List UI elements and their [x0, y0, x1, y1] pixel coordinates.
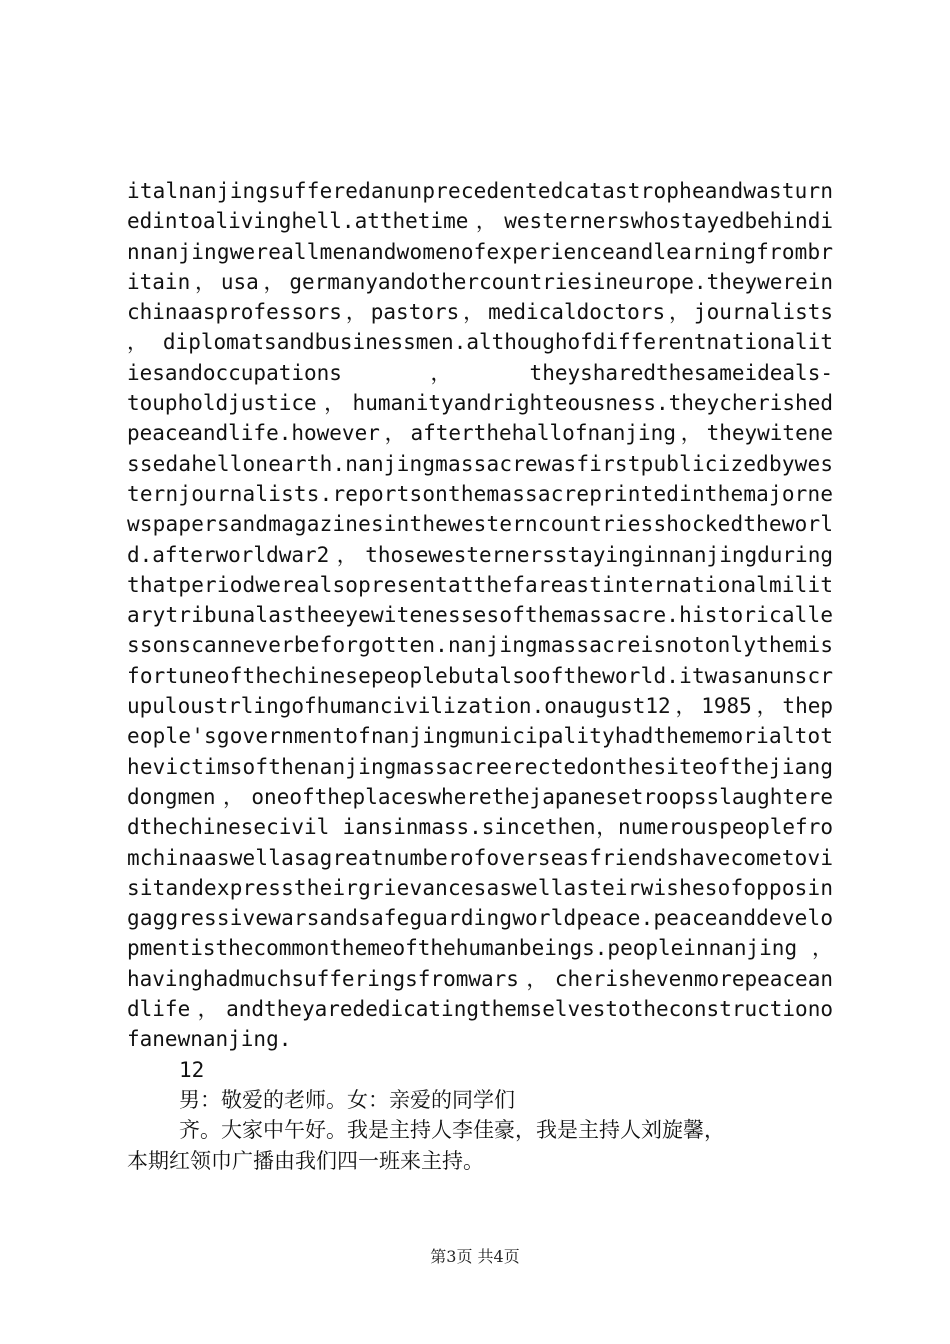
text-line: mchinaaswellasagreatnumberofoverseasfriendshavecometovi: [127, 845, 833, 870]
text-line: nnanjingwereallmenandwomenofexperienceandlearningfrombr: [127, 239, 833, 264]
text-line: wspapersandmagazinesinthewesterncountriesshockedtheworl: [127, 512, 833, 537]
text-line: pmentisthecommonthemeofthehumanbeings.peopleinnanjing，: [127, 936, 833, 961]
text-line: upuloustrlingofhumancivilization.onaugust12，1985，thep: [127, 694, 833, 719]
section-number: 12: [179, 1057, 205, 1082]
text-line: ternjournalists.reportsonthemassacreprintedinthemajorne: [127, 481, 833, 506]
text-line: dthechinesecivil iansinmass.sincethen，numerouspeoplefro: [127, 815, 833, 840]
text-line: ssonscanneverbeforgotten.nanjingmassacreisnotonlythemis: [127, 633, 833, 658]
text-line: itain，usa，germanyandothercountriesineurope.theywerein: [127, 269, 833, 294]
text-line: sitandexpresstheirgrievancesaswellasteirwishesofopposin: [127, 875, 833, 900]
text-line: havinghadmuchsufferingsfromwars，cherishevenmorepeacean: [127, 966, 833, 991]
text-line: arytribunalastheeyewitenessesofthemassacre.historicalle: [127, 603, 833, 628]
document-body: [127, 176, 833, 1176]
text-line: gaggressivewarsandsafeguardingworldpeace.peaceanddevelo: [127, 906, 833, 931]
text-line: dlife，andtheyarededicatingthemselvestotheconstructiono: [127, 997, 833, 1022]
text-line: fanewnanjing.: [127, 1027, 292, 1052]
intro-line-1: 齐。大家中午好。我是主持人李佳豪，我是主持人刘旋馨，: [179, 1118, 725, 1143]
text-line: iesandoccupations ， theysharedthesameideals-: [127, 360, 833, 385]
text-line: ，diplomatsandbusinessmen.althoughofdifferentnationalit: [127, 330, 833, 355]
page-footer: 第3页 共4页: [430, 1247, 520, 1266]
intro-line-2: 本期红领巾广播由我们四一班来主持。: [127, 1148, 484, 1173]
text-line: eople'sgovernmentofnanjingmunicipalityhadthememorialtot: [127, 724, 833, 749]
text-line: edintoalivinghell.atthetime，westernerswhostayedbehindi: [127, 209, 833, 234]
english-paragraph: [127, 176, 833, 1055]
text-line: thatperiodwerealsopresentatthefareastinternationalmilit: [127, 572, 833, 597]
text-line: ssedahellonearth.nanjingmassacrewasfirstpublicizedbywes: [127, 451, 833, 476]
text-line: hevictimsofthenanjingmassacreerectedonthesiteofthejiang: [127, 754, 833, 779]
dialog-line: 男：敬爱的老师。女：亲爱的同学们: [179, 1087, 515, 1112]
text-line: toupholdjustice，humanityandrighteousness.theycherished: [127, 391, 833, 416]
text-line: dongmen，oneoftheplaceswherethejapanesetroopsslaughtere: [127, 784, 833, 809]
text-line: italnanjingsufferedanunprecedentedcatastropheandwasturn: [127, 179, 833, 203]
text-line: peaceandlife.however，afterthehallofnanjing，theywitene: [127, 421, 833, 446]
text-line: chinaasprofessors，pastors，medicaldoctors，journalists: [127, 300, 833, 325]
text-line: d.afterworldwar2，thosewesternersstayinginnanjingduring: [127, 542, 833, 567]
text-line: fortuneofthechinesepeoplebutalsooftheworld.itwasanunscr: [127, 663, 833, 688]
